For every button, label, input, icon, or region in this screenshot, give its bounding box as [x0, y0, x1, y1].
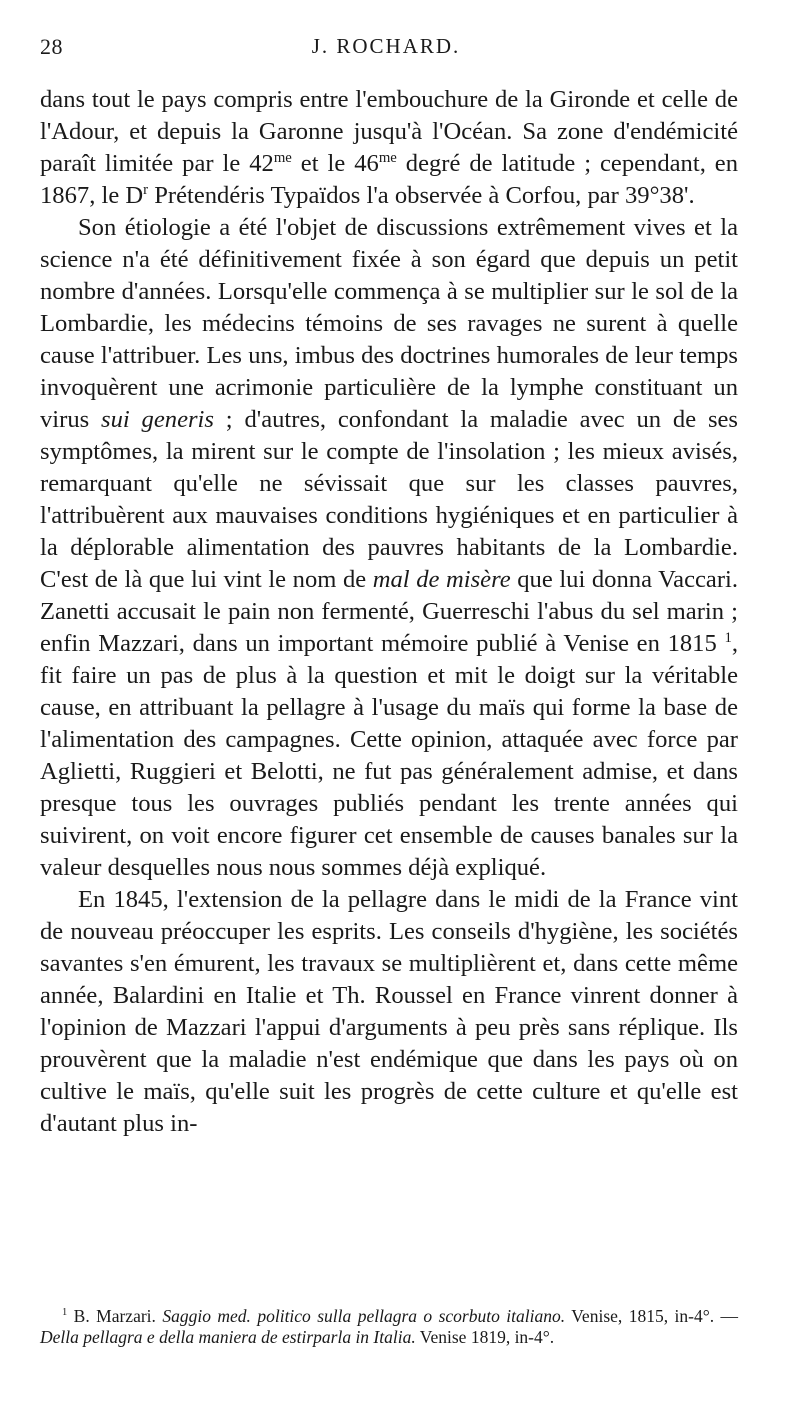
footnote-reference[interactable]: 1 [724, 629, 732, 646]
running-title: J. ROCHARD. [311, 34, 461, 58]
text-run: que lui donna Vaccari. Zanetti accusait le pain non fermenté, Guerreschi l'abus du sel marin ; enfin Mazzari, dans un important mémoire publié à Venise en 1815 [40, 566, 738, 657]
footnote-1 [40, 1306, 738, 1348]
body-text [40, 84, 738, 1140]
page-number: 28 [40, 34, 63, 59]
superscript: me [273, 149, 292, 166]
italic-phrase: mal de misère [372, 566, 511, 593]
text-run: Venise, 1815, in-4°. — [565, 1306, 738, 1326]
italic-phrase: sui generis [101, 406, 214, 433]
text-run: , fit faire un pas de plus à la question et mit le doigt sur la véritable cause, en attribuant la pellagre à l'usage du maïs qui forme la base de l'alimentation des campagnes. Cette opinion, attaquée avec force par Aglietti, Ruggieri et Belotti, ne fut pas généralement admise, et dans presque tous les ouvrages publiés pendant les trente années qui suivirent, on voit encore figurer cet ensemble de causes banales sur la valeur desquelles nous nous sommes déjà expliqué. [40, 630, 738, 881]
text-run: degré de latitude ; cependant, en 1867, le D [40, 150, 739, 209]
text-run: et le 46 [291, 150, 379, 177]
footnote-marker: 1 [62, 1307, 68, 1319]
italic-title: Saggio med. politico sulla pellagra o scorbuto italiano. [162, 1306, 566, 1326]
italic-title: Della pellagra e della maniera de estirparla in Italia. [40, 1327, 416, 1347]
paragraph-2 [40, 212, 738, 884]
page-header [40, 34, 732, 64]
footnotes [40, 1306, 738, 1348]
text-run: dans tout le pays compris entre l'embouchure de la Gironde et celle de l'Adour, et depuis la Garonne jusqu'à l'Océan. Sa zone d'endémicité paraît limitée par le 42 [40, 86, 738, 177]
paragraph-1 [40, 84, 738, 212]
text-run: Son étiologie a été l'objet de discussions extrêmement vives et la science n'a été définitivement fixée à son égard que depuis un petit nombre d'années. Lorsqu'elle commença à se multiplier sur le sol de la Lombardie, les médecins témoins de ses ravages ne surent à quelle cause l'attribuer. Les uns, imbus des doctrines humorales de leur temps invoquèrent une acrimonie particulière de la lymphe constituant un virus [40, 214, 738, 433]
paragraph-3: En 1845, l'extension de la pellagre dans le midi de la France vint de nouveau préoccuper les esprits. Les conseils d'hygiène, les sociétés savantes s'en émurent, les travaux se multiplièrent et, dans cette même année, Balardini en Italie et Th. Roussel en France vinrent donner à l'opinion de Mazzari l'appui d'arguments à peu près sans réplique. Ils prouvèrent que la maladie n'est endémique que dans les pays où on cultive le maïs, qu'elle suit les progrès de cette culture et qu'elle est d'autant plus in- [40, 886, 738, 1137]
superscript: me [378, 149, 397, 166]
text-run: B. Marzari. [67, 1306, 163, 1326]
text-run: Prétendéris Typaïdos l'a observée à Corfou, par 39°38'. [148, 182, 695, 209]
text-run: ; d'autres, confondant la maladie avec un de ses symptômes, la mirent sur le compte de l'insolation ; les mieux avisés, remarquant qu'elle ne sévissait que sur les classes pauvres, l'attribuèrent aux mauvaises conditions hygiéniques et en particulier à la déplorable alimentation des pauvres habitants de la Lombardie. C'est de là que lui vint le nom de [40, 406, 739, 593]
text-run: Venise 1819, in-4°. [415, 1327, 555, 1347]
superscript: r [143, 181, 149, 198]
